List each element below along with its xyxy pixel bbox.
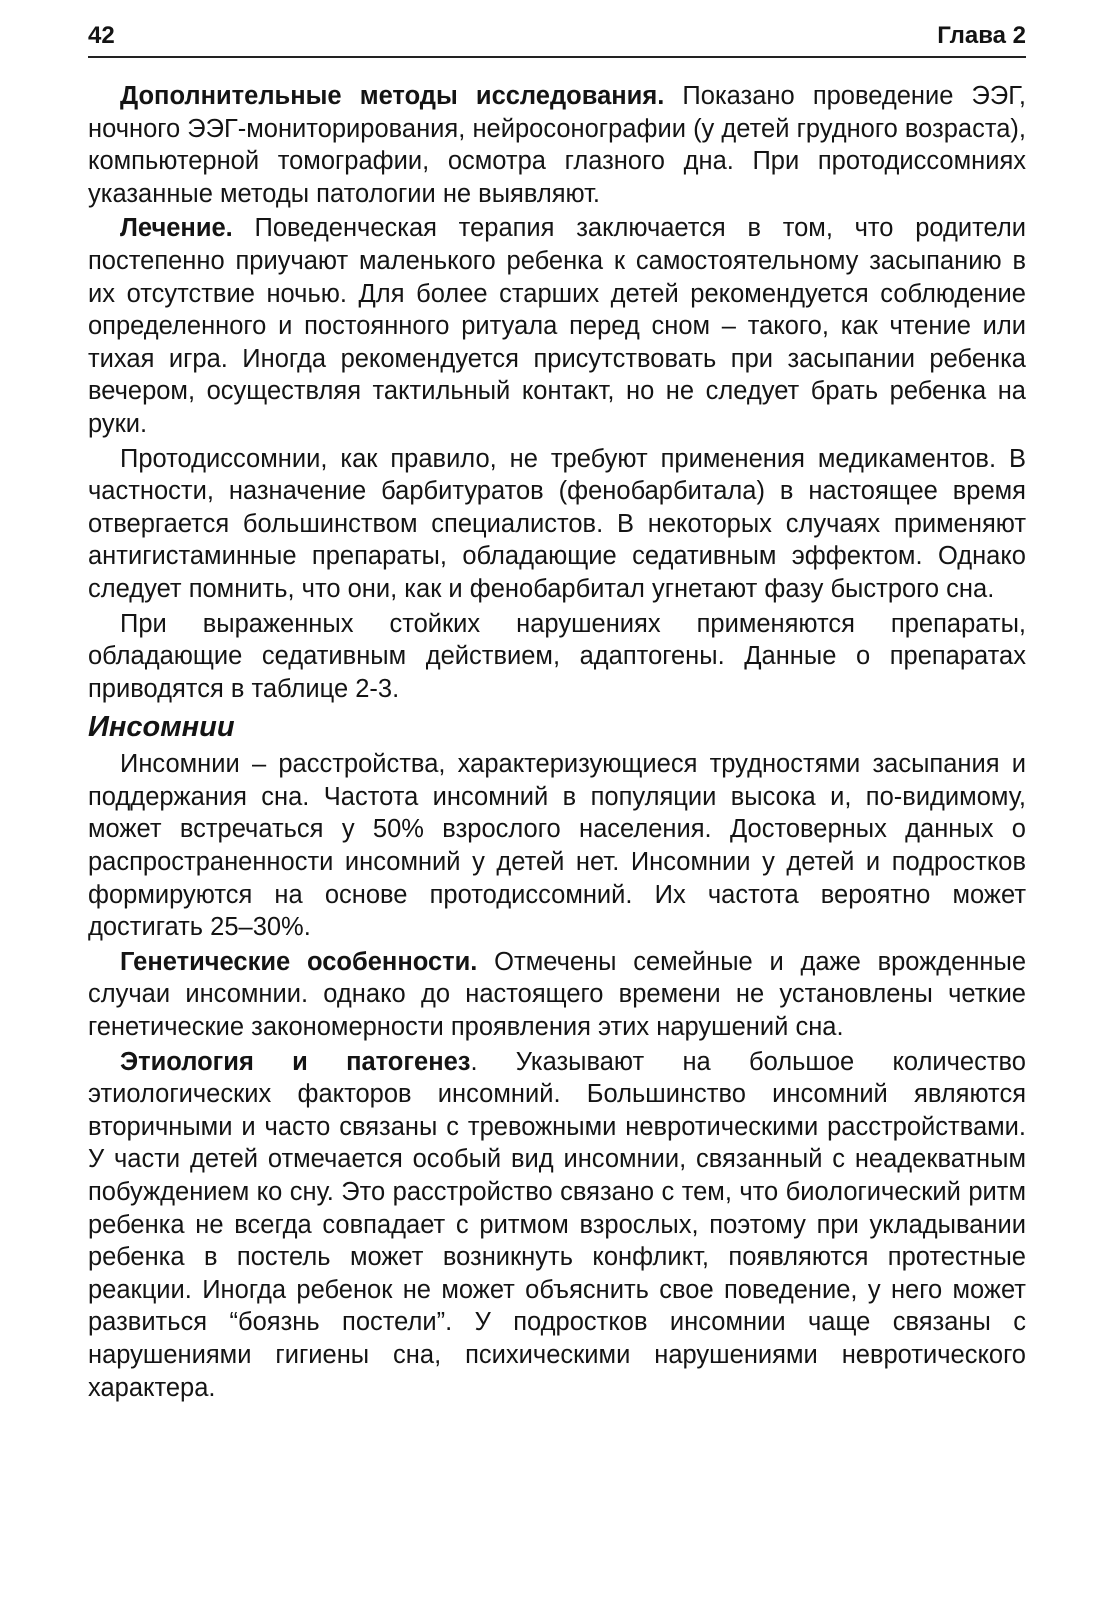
paragraph-additional-methods — [88, 80, 1026, 210]
paragraph-text: Инсомнии – расстройства, характеризующиеся трудностями засыпания и поддержания сна. Частота инсомний в популяции высока и, по-видимому, может встречаться у 50% взрослого населения. Достоверных данных о распространенности инсомний у детей нет. Инсомнии у детей и подростков формируются на основе протодиссомний. Их частота вероятно может достигать 25–30%. — [88, 750, 1026, 942]
page-number: 42 — [88, 22, 115, 49]
paragraph-lead: Лечение. — [120, 214, 233, 243]
chapter-title: Глава 2 — [937, 22, 1026, 49]
paragraph-text: . Указывают на большое количество этиологических факторов инсомний. Большинство инсомний являются вторичными и часто связаны с тревожными невротическими расстройствами. У части детей отмечается особый вид инсомнии, связанный с неадекватным побуждением ко сну. Это расстройство связано с тем, что биологический ритм ребенка не всегда совпадает с ритмом взрослых, поэтому при укладывании ребенка в постель может возникнуть конфликт, появляются протестные реакции. Иногда ребенок не может объяснить свое поведение, у него может развиться “боязнь постели”. У подростков инсомнии чаще связаны с нарушениями гигиены сна, психическими нарушениями невротического характера. — [88, 1047, 1026, 1402]
paragraph-text: Отмечены семейные и даже врожденные случаи инсомнии. однако до настоящего времени не установлены четкие генетические закономерности проявления этих нарушений сна. — [88, 947, 1026, 1042]
paragraph-text: Показано проведение ЭЭГ, ночного ЭЭГ-мониторирования, нейросонографии (у детей грудного возраста), компьютерной томографии, осмотра глазного дна. При протодиссомниях указанные методы патологии не выявляют. — [88, 82, 1026, 208]
paragraph-medication — [88, 443, 1026, 606]
paragraph-insomnia-definition — [88, 748, 1026, 944]
paragraph-etiology — [88, 1046, 1026, 1405]
paragraph-lead: Дополнительные методы исследования. — [120, 82, 665, 110]
paragraph-text: Протодиссомнии, как правило, не требуют применения медикаментов. В частности, назначение барбитуратов (фенобарбитала) в настоящее время отвергается большинством специалистов. В некоторых случаях применяют антигистаминные препараты, обладающие седативным эффектом. Однако следует помнить, что они, как и фенобарбитал угнетают фазу быстрого сна. — [88, 444, 1026, 603]
paragraph-treatment — [88, 212, 1026, 440]
paragraph-genetics — [88, 946, 1026, 1044]
paragraph-sedatives — [88, 608, 1026, 706]
page-header — [88, 20, 1026, 58]
paragraph-lead: Этиология и патогенез — [120, 1047, 471, 1076]
page-body — [88, 80, 1026, 1404]
section-heading: Инсомнии — [88, 711, 235, 744]
paragraph-lead: Генетические особенности. — [120, 947, 478, 976]
paragraph-text: Поведенческая терапия заключается в том, что родители постепенно приучают маленького ребенка к самостоятельному засыпанию в их отсутствие ночью. Для более старших детей рекомендуется соблюдение определенного и постоянного ритуала перед сном – такого, как чтение или тихая игра. Иногда рекомендуется присутствовать при засыпании ребенка вечером, осуществляя тактильный контакт, но не следует брать ребенка на руки. — [88, 214, 1026, 438]
paragraph-text: При выраженных стойких нарушениях применяются препараты, обладающие седативным действием, адаптогены. Данные о препаратах приводятся в таблице 2-3. — [88, 609, 1026, 703]
